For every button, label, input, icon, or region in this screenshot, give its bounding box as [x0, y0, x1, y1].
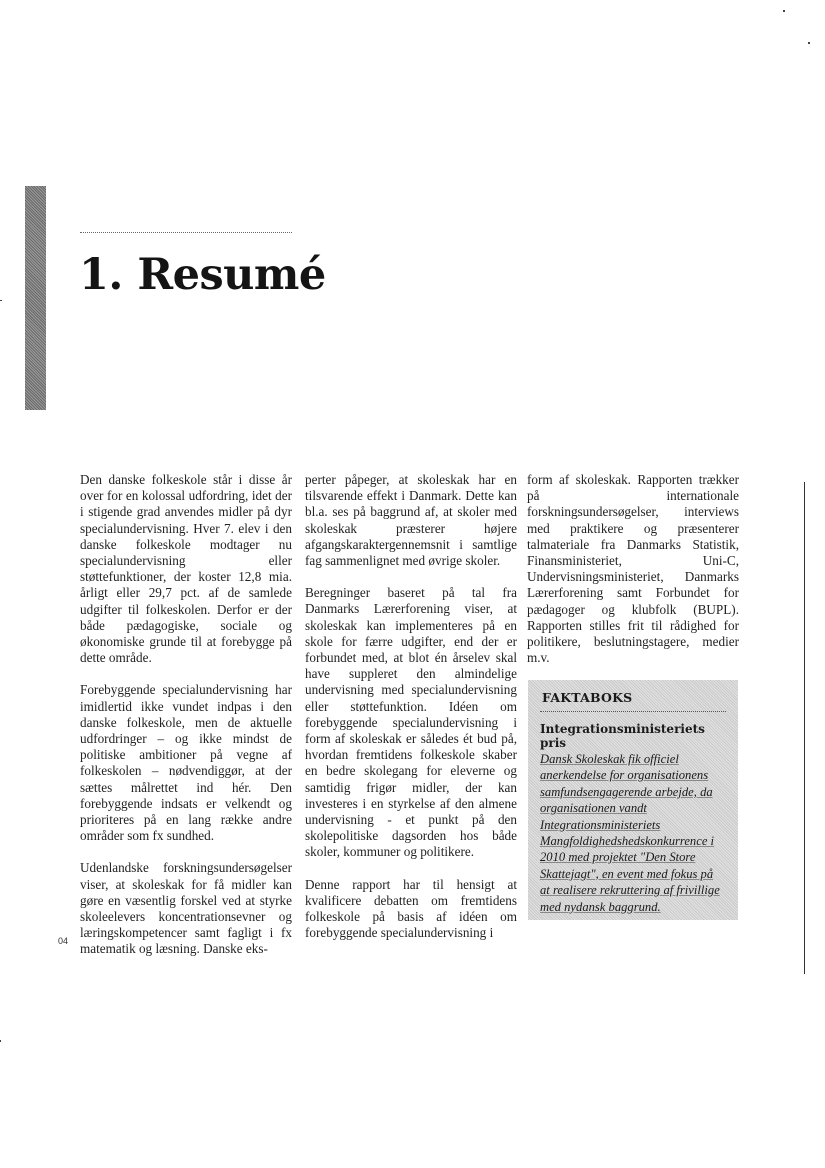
body-paragraph: perter påpeger, at skoleskak har en tilsvarende effekt i Danmark. Dette kan bl.a. ses på baggrund af, at skoler med skoleskak præsterer højere afgangskaraktergennemsnit i samtlige fag sammenlignet med øvrige skoler.	[305, 472, 517, 569]
scan-mark	[0, 1040, 1, 1042]
page-number: 04	[58, 936, 69, 946]
text-column-3	[527, 472, 739, 682]
body-paragraph: Forebyggende specialundervisning har imidlertid ikke vundet indpas i den danske folkeskole, men de aktuelle udfordringer – og ikke mindst de politiske ambitioner på vegne af folkeskolen – nødvendiggør, at der sættes målrettet ind hér. Den forebyggende indsats er velkendt og prioriteres på en lang række andre områder som fx sundhed.	[80, 682, 292, 844]
fact-box	[528, 680, 738, 920]
body-paragraph: Denne rapport har til hensigt at kvalificere debatten om fremtidens folkeskole på basis af idéen om forebyggende specialundervisning i	[305, 876, 517, 941]
margin-rule	[804, 482, 805, 974]
decorative-side-bar	[25, 186, 46, 410]
scan-mark	[808, 42, 810, 44]
page-title: 1. Resumé	[79, 250, 326, 300]
body-paragraph: Udenlandske forskningsundersøgelser viser, at skoleskak for få midler kan gøre en væsentlig forskel ved at styrke skoleelevers koncentrationsevner og læringskompetencer samt fagligt i fx matematik og læsning. Danske eks-	[80, 860, 292, 957]
fact-box-subheading: Integrationsministeriets pris	[540, 722, 705, 750]
fact-box-heading: FAKTABOKS	[542, 690, 633, 705]
scan-mark	[0, 300, 2, 301]
body-paragraph: form af skoleskak. Rapporten trækker på internationale forskningsundersøgelser, interviews med praktikere og præsenterer talmateriale fra Danmarks Statistik, Finansministeriet, Uni-C, Undervisningsministeriet, Danmarks Lærerforening samt Forbundet for pædagoger og klubfolk (BUPL). Rapporten stilles frit til rådighed for politikere, beslutningstagere, medier m.v.	[527, 472, 739, 666]
scan-mark	[783, 10, 785, 12]
text-column-1	[80, 472, 292, 974]
text-column-2	[305, 472, 517, 957]
fact-box-text: Dansk Skoleskak fik officiel anerkendelse for organisationens samfundsengagerende arbejde, da organisationen vandt Integrationsministeriets Mangfoldighedshedskonkurrence i 2010 med projektet "Den Store Skattejagt", en event med fokus på at realisere rekruttering af frivillige med nydansk baggrund.	[540, 752, 720, 914]
body-paragraph: Beregninger baseret på tal fra Danmarks Lærerforening viser, at skoleskak kan implementeres på en skole for færre udgifter, end der er forbundet med, at blot én årselev skal have suppleret den almindelige undervisning med specialundervisning eller støttefunktion. Idéen om forebyggende specialundervisning i form af skoleskak er således ét bud på, hvordan fremtidens folkeskole skaber en bedre skolegang for eleverne og samtidig frigør midler, der kan investeres i en styrkelse af den almene undervisning - et punkt på den skolepolitiske dagsorden hos både skoler, kommuner og politikere.	[305, 585, 517, 860]
body-paragraph: Den danske folkeskole står i disse år over for en kolossal udfordring, idet der i stigende grad anvendes midler på dyr specialundervisning. Hver 7. elev i den danske folkeskole modtager nu specialundervisning eller støttefunktioner, der koster 12,8 mia. årligt eller 29,7 pct. af de samlede udgifter til folkeskolen. Derfor er der både pædagogiske, sociale og økonomiske grunde til at forebygge på dette område.	[80, 472, 292, 666]
title-divider	[80, 232, 292, 233]
fact-box-divider	[540, 711, 726, 712]
